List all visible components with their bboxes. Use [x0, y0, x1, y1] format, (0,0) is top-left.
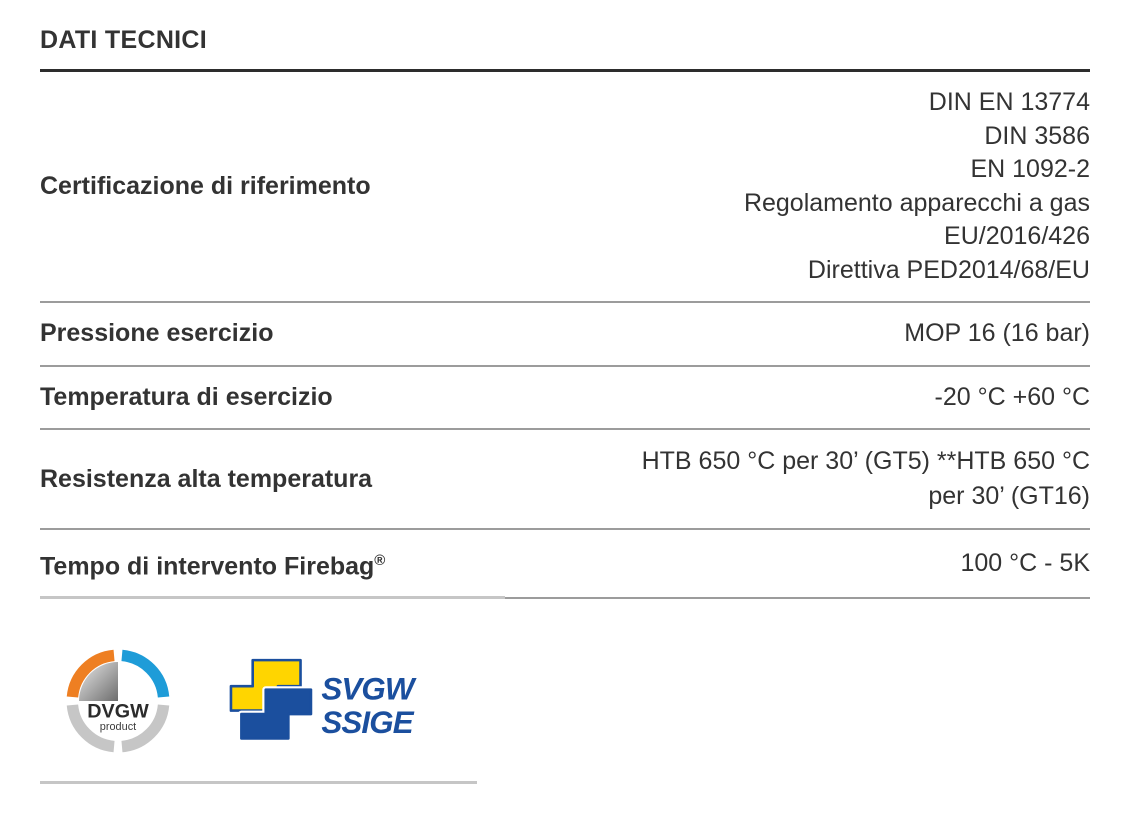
technical-data-table [40, 72, 1090, 599]
dvgw-logo-subtext: product [99, 721, 137, 734]
registered-trademark-symbol: ® [374, 552, 386, 569]
row-value: 100 °C - 5K [960, 548, 1090, 577]
row-label [40, 544, 405, 583]
value-line: EU/2016/426 [944, 222, 1090, 250]
row-value [392, 444, 1090, 514]
dvgw-ring-blue-segment [122, 656, 164, 698]
row-label-text: Tempo di intervento Firebag [40, 552, 375, 581]
value-line: Direttiva PED2014/68/EU [807, 255, 1090, 284]
svgw-logo-line1: SVGW [321, 671, 414, 707]
row-label: Temperatura di esercizio [40, 382, 333, 411]
svgw-logo-line2: SSIGE [321, 705, 413, 741]
table-row-pressione [40, 303, 1090, 367]
page-title: DATI TECNICI [40, 26, 208, 54]
logos-bottom-divider [40, 781, 477, 784]
value-line: Regolamento apparecchi a gas [743, 188, 1090, 217]
table-row-tempo-intervento [40, 530, 1090, 599]
certification-logos-cell [40, 596, 505, 812]
row-label: Resistenza alta temperatura [40, 464, 373, 493]
table-row-temperatura [40, 367, 1090, 431]
row-label: Certificazione di riferimento [40, 172, 371, 200]
table-row-resistenza [40, 430, 1090, 530]
value-line: DIN EN 13774 [928, 88, 1090, 116]
value-line: per 30’ (GT16) [928, 482, 1090, 510]
table-row-certificazione [40, 72, 1090, 303]
value-line: EN 1092-2 [970, 155, 1090, 183]
value-line: DIN 3586 [984, 121, 1090, 150]
value-line: HTB 650 °C per 30’ (GT5) **HTB 650 °C [641, 447, 1090, 475]
certification-logos-row [66, 649, 505, 753]
dvgw-logo-text: DVGW [87, 700, 149, 723]
row-value [391, 86, 1090, 287]
svgw-ssige-logo [224, 653, 424, 749]
row-value: MOP 16 (16 bar) [904, 319, 1090, 347]
row-label: Pressione esercizio [40, 319, 274, 348]
row-value: -20 °C +60 °C [934, 382, 1090, 411]
dvgw-product-logo [66, 649, 170, 753]
